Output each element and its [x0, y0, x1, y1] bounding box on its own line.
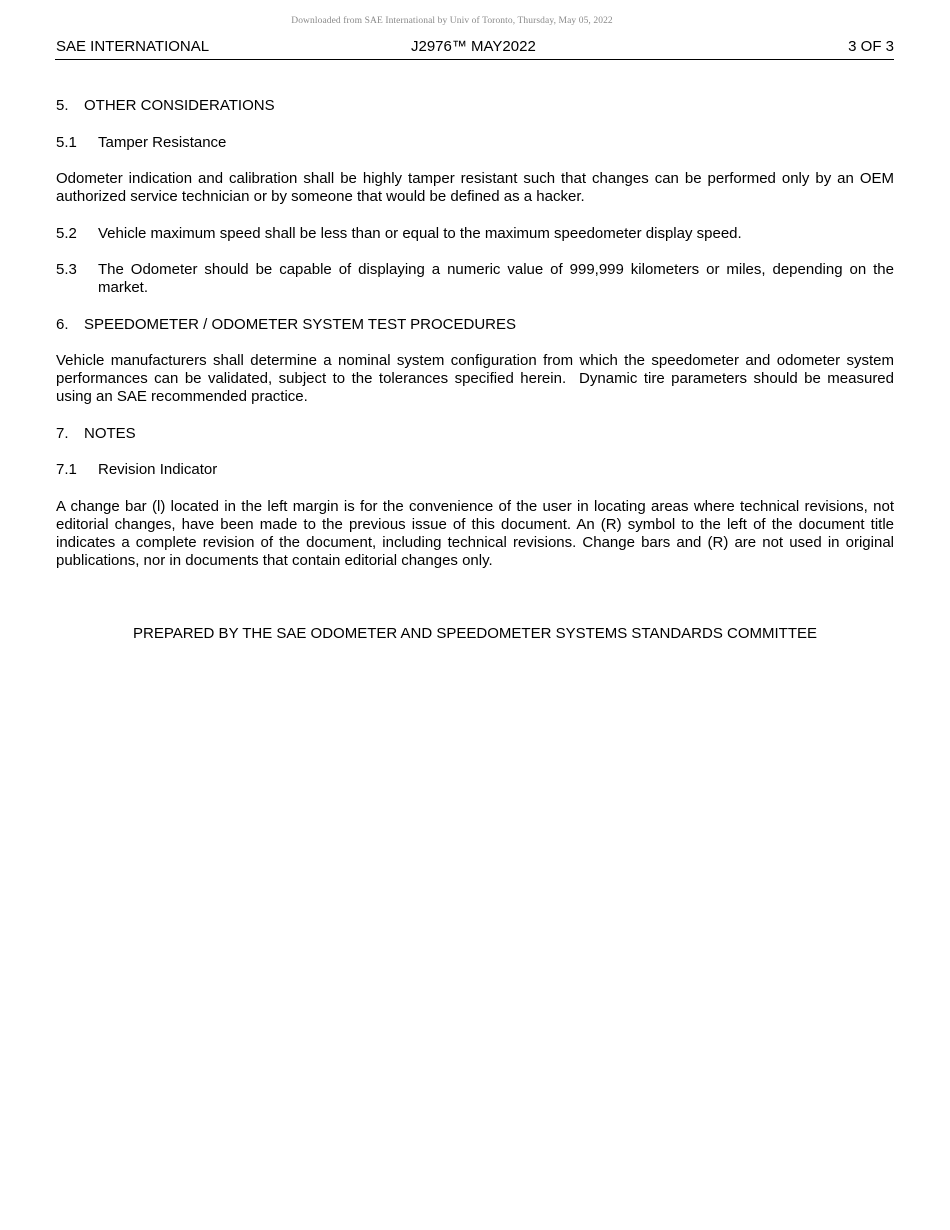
download-watermark: Downloaded from SAE International by Univ of Toronto, Thursday, May 05, 2022 [291, 16, 613, 26]
section-title: Revision Indicator [98, 461, 218, 478]
section-6-paragraph: Vehicle manufacturers shall determine a nominal system configuration from which the speedometer and odometer system performances can be validated, subject to the tolerances specified herein. Dynamic tire parameters should be measured using an SAE recommended practice. [56, 352, 899, 405]
section-7-1-paragraph: A change bar (l) located in the left margin is for the convenience of the user in locating areas where technical revisions, not editorial changes, have been made to the previous issue of this document. An (R) symbol to the left of the document title indicates a complete revision of the document, including technical revisions. Change bars and (R) are not used in original publications, nor in documents that contain editorial changes only. [56, 497, 894, 569]
section-5-1-paragraph: Odometer indication and calibration shall be highly tamper resistant such that changes can be performed only by an OEM authorized service technician or by someone that would be defined as a hacker. [56, 170, 894, 205]
section-5-3-item [56, 261, 894, 297]
page-header [56, 38, 894, 58]
header-document-id: J2976™ MAY2022 [411, 38, 536, 55]
section-title: NOTES [84, 424, 136, 442]
header-publisher: SAE INTERNATIONAL [56, 38, 210, 55]
section-number: 5.2 [56, 224, 77, 242]
section-5-1-heading [56, 134, 894, 152]
section-7-heading [56, 425, 894, 443]
section-text: The Odometer should be capable of displaying a numeric value of 999,999 kilometers or miles, depending on the market. [98, 261, 894, 296]
section-number: 7.1 [56, 461, 77, 478]
section-5-2-item [56, 225, 894, 243]
section-6-heading [56, 316, 894, 334]
section-title: SPEEDOMETER / ODOMETER SYSTEM TEST PROCEDURES [84, 315, 517, 333]
section-number: 5.3 [56, 261, 77, 278]
section-number: 5. [56, 97, 69, 114]
section-7-1-heading [56, 461, 894, 479]
section-text: Vehicle maximum speed shall be less than or equal to the maximum speedometer display speed. [98, 224, 742, 242]
section-title: OTHER CONSIDERATIONS [84, 97, 275, 114]
section-5-heading [56, 97, 894, 115]
section-number: 7. [56, 424, 69, 442]
header-rule [55, 59, 894, 60]
header-page-number: 3 OF 3 [848, 38, 894, 55]
document-body [56, 97, 899, 588]
section-number: 5.1 [56, 133, 77, 151]
section-number: 6. [56, 315, 69, 333]
prepared-by-statement: PREPARED BY THE SAE ODOMETER AND SPEEDOMETER SYSTEMS STANDARDS COMMITTEE [132, 625, 817, 642]
section-title: Tamper Resistance [98, 133, 227, 151]
